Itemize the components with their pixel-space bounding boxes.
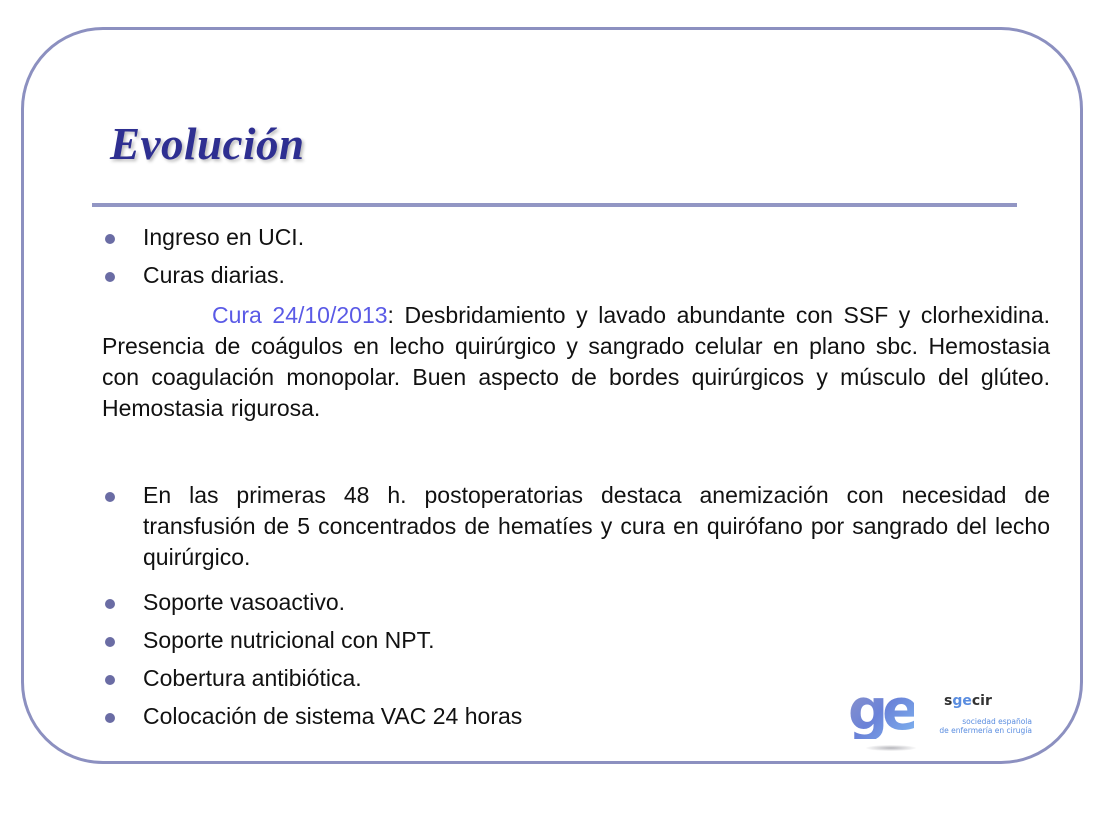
bullet-dot-icon [105, 599, 115, 609]
cura-paragraph [102, 300, 1050, 424]
slide-title: Evolución [110, 119, 305, 169]
bullet-text: Ingreso en UCI. [143, 224, 305, 250]
cura-date-highlight: Cura 24/10/2013 [212, 302, 388, 328]
bullet-dot-icon [105, 713, 115, 723]
cura-description: : Desbridamiento y lavado abundante con SSF y clorhexidina. Presencia de coágulos en lecho quirúrgico y sangrado celular en plano sbc. Hemostasia con coagulación monopolar. Buen aspecto de bordes quirúrgicos y músculo del glúteo. Hemostasia rigurosa. [102, 302, 1051, 421]
brand-accent: ge [952, 693, 972, 709]
bullet-text: Soporte nutricional con NPT. [143, 627, 435, 653]
logo-subtitle [932, 717, 1032, 735]
title-divider [92, 203, 1017, 207]
bullet-dot-icon [105, 637, 115, 647]
bullet-dot-icon [105, 492, 115, 502]
logo-subtitle-line2: de enfermería en cirugía [939, 726, 1032, 735]
bullet-text: Cobertura antibiótica. [143, 665, 362, 691]
logo-shadow [866, 745, 916, 751]
seecir-logo [848, 678, 1032, 755]
bullet-text: Curas diarias. [143, 262, 285, 288]
brand-suffix: cir [971, 693, 992, 709]
bullet-dot-icon [105, 234, 115, 244]
brand-prefix: s [944, 693, 953, 709]
bullet-text: En las primeras 48 h. postoperatorias destaca anemización con necesidad de transfusión de 5 concentrados de hematíes y cura en quirófano por sangrado del lecho quirúrgico. [143, 482, 1050, 570]
ge-logo-mark-icon: ge [848, 678, 915, 743]
bullet-dot-icon [105, 675, 115, 685]
bullet-dot-icon [105, 272, 115, 282]
logo-subtitle-line1: sociedad española [962, 717, 1032, 726]
bullet-text: Colocación de sistema VAC 24 horas [143, 703, 523, 729]
bullet-text: Soporte vasoactivo. [143, 589, 346, 615]
logo-brand-name [944, 693, 992, 709]
